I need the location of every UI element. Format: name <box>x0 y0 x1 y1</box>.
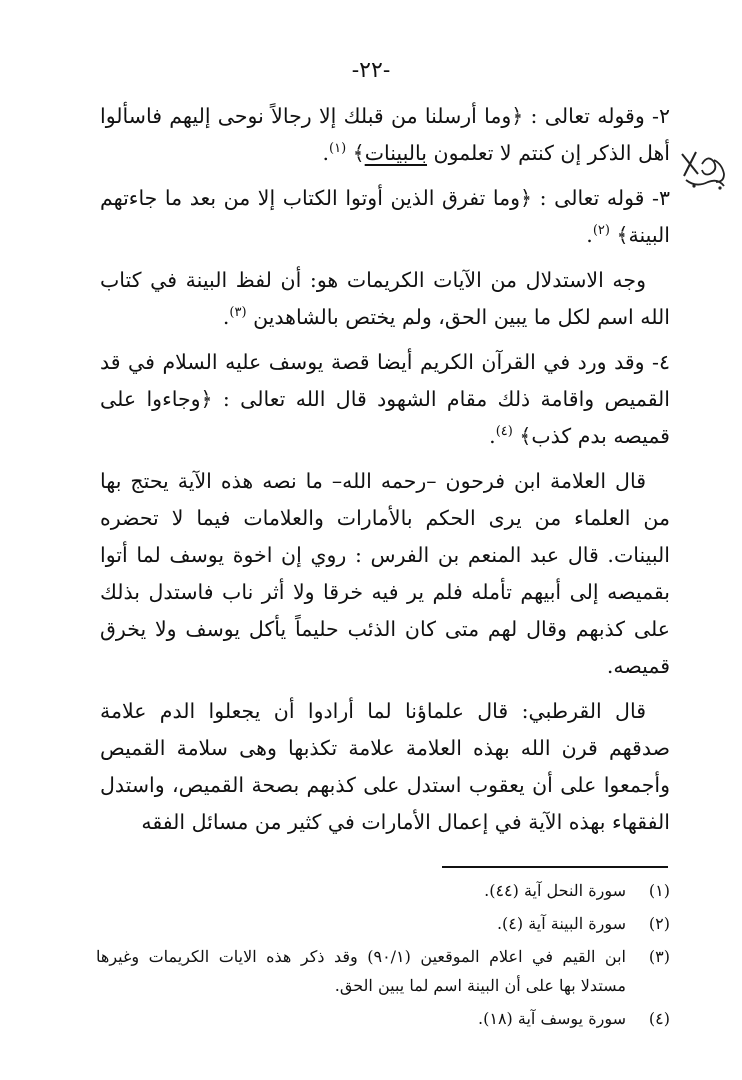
footnote-ref: (٤) <box>495 424 513 440</box>
paragraph-verse-3 <box>100 180 670 254</box>
paragraph-verse-2 <box>100 98 670 172</box>
handwritten-margin-note <box>676 140 732 200</box>
main-text <box>100 98 670 849</box>
quran-verse: ﴿وما أرسلنا من قبلك إلا رجالاً نوحى إليهم فاسألوا أهل الذكر إن كنتم لا تعلمون <box>100 104 670 165</box>
footnote-number: (١) <box>648 881 670 900</box>
footnotes <box>96 876 670 1037</box>
item-lead: ٤- وقد ورد في القرآن الكريم أيضا قصة يوسف عليه السلام في قد القميص واقامة ذلك مقام الشهود قال الله تعالى : <box>100 350 670 411</box>
item-lead: ٢- وقوله تعالى : <box>523 104 670 128</box>
sentence-end: . <box>586 223 593 247</box>
paragraph-inference <box>100 262 670 336</box>
footnote-ref: (٣) <box>229 305 247 321</box>
underlined-word: بالبينات <box>364 141 427 165</box>
footnote-item <box>96 909 670 938</box>
sentence-end: . <box>222 305 230 329</box>
footnote-text: سورة البينة آية (٤). <box>496 914 626 933</box>
footnote-item <box>96 942 670 1000</box>
paragraph-ibn-farhun: قال العلامة ابن فرحون –رحمه الله– ما نصه هذه الآية يحتج بها من العلماء من يرى الحكم بالأمارات والعلامات فيما لا تحضره البينات. قال عبد المنعم بن الفرس : روي إن اخوة يوسف لما أتوا بقميصه إلى أبيهم تأمله فلم ير فيه خرقا ولا أثر ناب فاستدل بذلك على كذبهم وقال لهم متى كان الذئب حليماً يأكل يوسف ولا يخرق قميصه. <box>100 469 670 678</box>
quran-verse: ﴿وجاءوا على قميصه بدم كذب﴾ <box>100 387 670 448</box>
footnote-divider <box>442 866 668 868</box>
page-number: -٢٢- <box>351 58 391 83</box>
footnote-item <box>96 876 670 905</box>
footnote-ref: (١) <box>329 141 347 157</box>
footnote-text: ابن القيم في اعلام الموقعين (٩٠/١) وقد ذكر هذه الايات الكريمات وغيرها مستدلا بها على أن البينة اسم لما يبين الحق. <box>96 947 627 995</box>
footnote-ref: (٢) <box>592 223 610 239</box>
footnote-item <box>96 1004 670 1033</box>
item-lead: ٣- قوله تعالى : <box>532 186 670 210</box>
sentence-end: . <box>322 141 329 165</box>
paragraph-text: وجه الاستدلال من الآيات الكريمات هو: أن لفظ البينة في كتاب الله اسم لكل ما يبين الحق، ولم يختص بالشاهدين <box>100 268 670 329</box>
paragraph-yusuf <box>100 344 670 455</box>
footnote-number: (٤) <box>648 1009 670 1028</box>
quran-verse: ﴿وما تفرق الذين أوتوا الكتاب إلا من بعد ما جاءتهم البينة﴾ <box>100 186 670 247</box>
verse-close: ﴾ <box>352 141 365 165</box>
paragraph-qurtubi: قال القرطبي: قال علماؤنا لما أرادوا أن يجعلوا الدم علامة صدقهم قرن الله بهذه العلامة علامة تكذبها وهى سلامة القميص وأجمعوا على أن يعقوب استدل على كذبهم بصحة القميص، واستدل الفقهاء بهذه الآية في إعمال الأمارات في كثير من مسائل الفقه <box>100 699 670 834</box>
footnote-number: (٢) <box>648 914 670 933</box>
footnote-text: سورة يوسف آية (١٨). <box>478 1009 626 1028</box>
footnote-number: (٣) <box>648 947 670 966</box>
sentence-end: . <box>489 424 496 448</box>
footnote-text: سورة النحل آية (٤٤). <box>484 881 626 900</box>
